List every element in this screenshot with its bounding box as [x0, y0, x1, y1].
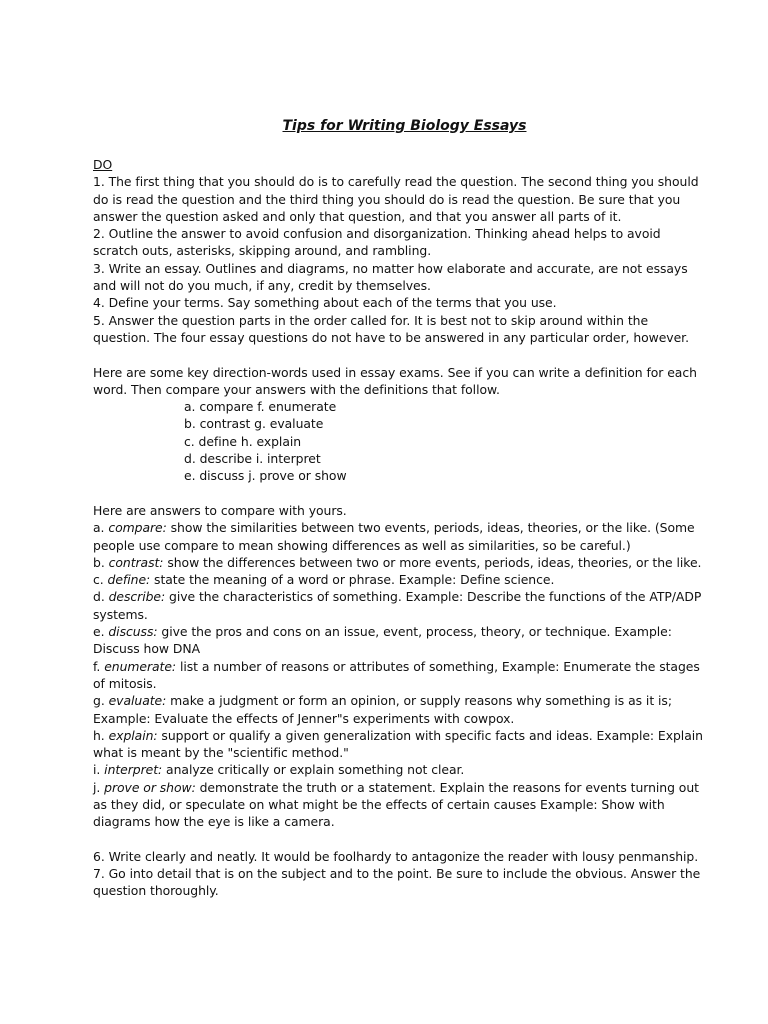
do-item-1: 1. The first thing that you should do is to carefully read the question. The second thing you should do is read the question and the third thing you should do is read the question. Be sure that you answer the question asked and only that question, and that you answer all parts of it. — [93, 174, 699, 224]
spacer — [93, 485, 708, 502]
answer-define: c. define: state the meaning of a word or phrase. Example: Define science. — [93, 572, 555, 588]
closing-item-7: 7. Go into detail that is on the subject and to the point. Be sure to include the obvious. Answer the question thoroughly. — [93, 866, 701, 899]
do-item-2: 2. Outline the answer to avoid confusion and disorganization. Thinking ahead helps to avoid scratch outs, asterisks, skipping around, and rambling. — [93, 226, 661, 259]
key-word-row: c. define h. explain — [184, 433, 302, 449]
key-word-row: b. contrast g. evaluate — [184, 416, 324, 432]
closing-item-6: 6. Write clearly and neatly. It would be foolhardy to antagonize the reader with lousy penmanship. — [93, 848, 699, 864]
answer-describe: d. describe: give the characteristics of something. Example: Describe the functions of the ATP/ADP systems. — [93, 589, 702, 622]
page-title: Tips for Writing Biology Essays — [282, 118, 527, 134]
answer-interpret: i. interpret: analyze critically or explain something not clear. — [93, 762, 465, 778]
answer-prove-or-show: j. prove or show: demonstrate the truth or a statement. Explain the reasons for events turning out as they did, or speculate on what might be the effects of certain causes Example: Show with diagrams how the eye is like a camera. — [93, 779, 699, 830]
do-heading: DO — [93, 157, 113, 172]
answer-compare: a. compare: show the similarities between two events, periods, ideas, theories, or the like. (Some people use compare to mean showing differences as well as similarities, so be careful.) — [93, 520, 695, 553]
key-words-intro: Here are some key direction-words used in essay exams. See if you can write a definition for each word. Then compare your answers with the definitions that follow. — [93, 364, 697, 397]
answer-explain: h. explain: support or qualify a given generalization with specific facts and ideas. Example: Explain what is meant by the "scientific method." — [93, 727, 703, 761]
key-word-row: a. compare f. enumerate — [184, 399, 337, 415]
answer-evaluate: g. evaluate: make a judgment or form an opinion, or supply reasons why something is as it is; Example: Evaluate the effects of Jenner"s experiments with cowpox. — [93, 693, 672, 726]
do-item-4: 4. Define your terms. Say something about each of the terms that you use. — [93, 295, 557, 311]
answer-discuss: e. discuss: give the pros and cons on an issue, event, process, theory, or technique. Example: Discuss how DNA — [93, 624, 672, 657]
answer-contrast: b. contrast: show the differences between two or more events, periods, ideas, theories, or the like. — [93, 554, 702, 570]
do-item-3: 3. Write an essay. Outlines and diagrams, no matter how elaborate and accurate, are not essays and will not do you much, if any, credit by themselves. — [93, 260, 688, 294]
key-word-row: d. describe i. interpret — [184, 451, 321, 467]
spacer — [93, 346, 708, 363]
do-item-5: 5. Answer the question parts in the order called for. It is best not to skip around within the question. The four essay questions do not have to be answered in any particular order, however. — [93, 312, 689, 345]
key-word-row: e. discuss j. prove or show — [184, 468, 347, 484]
answers-intro: Here are answers to compare with yours. — [93, 502, 347, 518]
answer-enumerate: f. enumerate: list a number of reasons or attributes of something, Example: Enumerate the stages of mitosis. — [93, 658, 700, 691]
spacer — [93, 831, 708, 848]
